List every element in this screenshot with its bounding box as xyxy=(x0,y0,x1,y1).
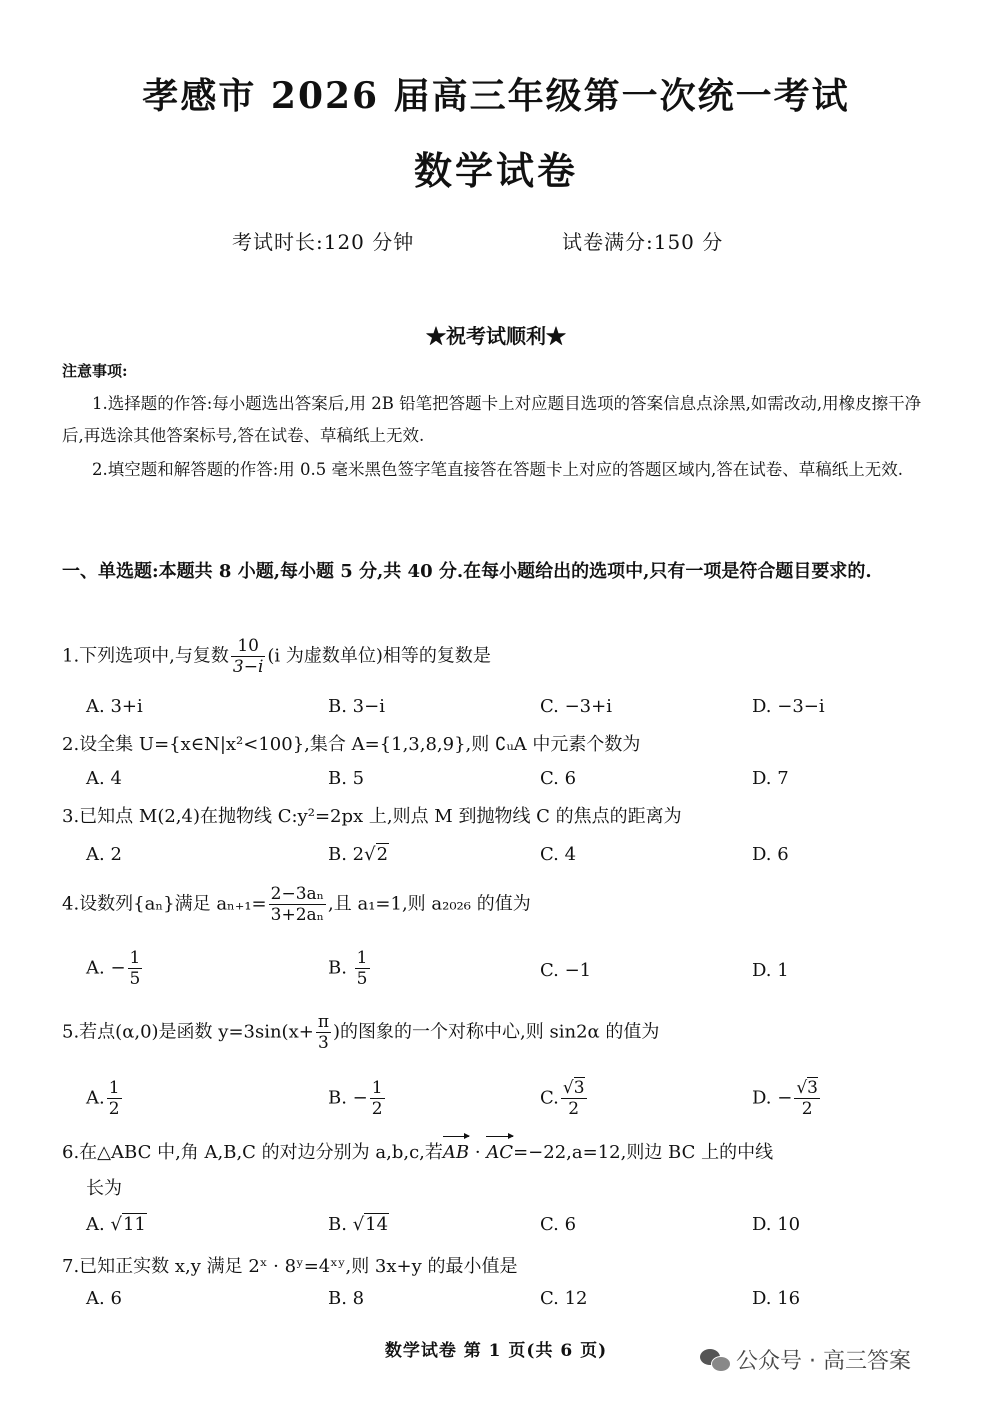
q6-dot: · xyxy=(469,1142,487,1163)
q5-option-a-num: 1 xyxy=(108,1078,120,1098)
q4-option-b xyxy=(328,948,372,989)
q6-post: =−22,a=12,则边 BC 上的中线 xyxy=(513,1142,774,1163)
question-2: 2.设全集 U={x∈N|x²<100},集合 A={1,3,8,9},则 ∁ᵤA 中元素个数为 xyxy=(62,734,641,755)
q7-option-a: A. 6 xyxy=(86,1288,122,1309)
q2-option-a: A. 4 xyxy=(86,768,122,789)
q4-option-d: D. 1 xyxy=(752,960,789,981)
q5-option-d xyxy=(752,1078,822,1119)
q6-pre: 6.在△ABC 中,角 A,B,C 的对边分别为 a,b,c,若 xyxy=(62,1142,443,1163)
question-3: 3.已知点 M(2,4)在抛物线 C:y²=2px 上,则点 M 到抛物线 C 的焦点的距离为 xyxy=(62,806,682,827)
q1-option-d: D. −3−i xyxy=(752,696,825,717)
q6-vector-ac xyxy=(486,1142,513,1163)
q2-option-c: C. 6 xyxy=(540,768,577,789)
q3-option-b-radicand: 2 xyxy=(376,844,389,865)
q4-frac-den: 3+2aₙ xyxy=(270,905,325,925)
question-6 xyxy=(62,1138,773,1164)
q5-option-a-frac xyxy=(107,1078,122,1119)
exam-duration: 考试时长:120 分钟 xyxy=(232,230,415,254)
q5-option-c-den: 2 xyxy=(561,1098,587,1119)
q5-pre: 5.若点(α,0)是函数 y=3sin(x+ xyxy=(62,1021,314,1043)
q4-option-b-frac xyxy=(355,948,370,989)
q4-option-a xyxy=(86,948,144,989)
q3-option-b-sqrt: √2 xyxy=(364,844,389,865)
wechat-icon xyxy=(700,1347,730,1373)
q5-option-d-den: 2 xyxy=(794,1098,820,1119)
q3-option-a: A. 2 xyxy=(86,844,122,865)
q6-option-a-sqrt: √11 xyxy=(110,1214,146,1235)
q6-option-b-label: B. xyxy=(328,1214,347,1235)
q5-option-a-den: 2 xyxy=(108,1099,120,1119)
q4-option-b-label: B. xyxy=(328,957,353,979)
q6-option-b-radicand: 14 xyxy=(365,1214,389,1235)
q4-post: ,且 a₁=1,则 a₂₀₂₆ 的值为 xyxy=(328,893,531,915)
q6-option-b xyxy=(328,1214,389,1235)
q5-frac-den: 3 xyxy=(316,1032,331,1053)
q6-option-a xyxy=(86,1214,147,1235)
q4-frac-num: 2−3aₙ xyxy=(270,884,325,904)
q5-option-c-label: C. xyxy=(540,1087,559,1109)
q3-option-d: D. 6 xyxy=(752,844,789,865)
q5-option-b xyxy=(328,1078,387,1119)
q7-option-b: B. 8 xyxy=(328,1288,365,1309)
section-1-heading: 一、单选题:本题共 8 小题,每小题 5 分,共 40 分.在每小题给出的选项中,只有一项是符合题目要求的. xyxy=(62,561,872,582)
subject-title: 数学试卷 xyxy=(413,148,578,193)
question-7: 7.已知正实数 x,y 满足 2ˣ · 8ʸ=4ˣʸ,则 3x+y 的最小值是 xyxy=(62,1256,518,1277)
page-footer: 数学试卷 第 1 页(共 6 页) xyxy=(384,1341,608,1361)
q1-option-c: C. −3+i xyxy=(540,696,612,717)
q5-option-c xyxy=(540,1078,589,1119)
q1-option-a: A. 3+i xyxy=(86,696,143,717)
question-4 xyxy=(62,884,531,925)
q4-option-a-num: 1 xyxy=(129,948,141,968)
q6-vector-ab xyxy=(443,1142,469,1163)
q1-frac-den: 3−i xyxy=(232,657,264,677)
q5-option-b-label: B. − xyxy=(328,1087,368,1109)
q1-option-b: B. 3−i xyxy=(328,696,385,717)
q4-option-a-den: 5 xyxy=(129,969,141,989)
q6-vector-ac-text: AC xyxy=(486,1142,514,1163)
q5-option-d-num: √3 xyxy=(796,1078,818,1098)
q5-option-d-frac xyxy=(794,1078,820,1119)
notice-item-1: 1.选择题的作答:每小题选出答案后,用 2B 铅笔把答题卡上对应题目选项的答案信息点涂黑,如需改动,用橡皮擦干净后,再选涂其他答案标号,答在试卷、草稿纸上无效. xyxy=(62,394,922,445)
q3-option-b-label: B. 2 xyxy=(328,844,365,865)
q5-option-b-den: 2 xyxy=(371,1099,383,1119)
q5-fraction xyxy=(316,1012,331,1053)
q5-option-b-frac xyxy=(370,1078,385,1119)
q5-option-a-label: A. xyxy=(86,1087,105,1109)
q6-option-d: D. 10 xyxy=(752,1214,801,1235)
q5-option-b-num: 1 xyxy=(371,1078,383,1098)
watermark xyxy=(700,1344,911,1375)
q6-option-b-sqrt: √14 xyxy=(352,1214,389,1235)
q7-option-d: D. 16 xyxy=(752,1288,801,1309)
q4-option-a-label: A. − xyxy=(86,957,126,979)
question-1 xyxy=(62,636,491,677)
q4-option-b-den: 5 xyxy=(356,969,368,989)
q5-option-a xyxy=(86,1078,124,1119)
q6-option-c: C. 6 xyxy=(540,1214,577,1235)
q4-option-c: C. −1 xyxy=(540,960,592,981)
q1-post: (i 为虚数单位)相等的复数是 xyxy=(267,645,491,667)
full-score: 试卷满分:150 分 xyxy=(562,230,724,254)
exam-title: 孝感市 2026 届高三年级第一次统一考试 xyxy=(142,75,850,117)
good-luck-banner: ★祝考试顺利★ xyxy=(426,324,566,348)
q6-vector-ab-text: AB xyxy=(442,1142,470,1163)
q1-frac-num: 10 xyxy=(237,636,259,656)
notice-item-2: 2.填空题和解答题的作答:用 0.5 毫米黑色签字笔直接答在答题卡上对应的答题区域内,答在试卷、草稿纸上无效. xyxy=(92,460,904,479)
q5-option-c-num: √3 xyxy=(562,1078,585,1098)
q2-option-d: D. 7 xyxy=(752,768,789,789)
q5-frac-num: π xyxy=(317,1012,330,1032)
q3-option-c: C. 4 xyxy=(540,844,577,865)
question-6-cont: 长为 xyxy=(86,1178,122,1199)
q2-option-b: B. 5 xyxy=(328,768,365,789)
vector-arrow-icon xyxy=(486,1136,513,1137)
q5-option-c-frac xyxy=(561,1078,587,1119)
notice-heading: 注意事项: xyxy=(62,362,128,380)
q4-fraction xyxy=(269,884,326,925)
q5-option-d-label: D. − xyxy=(752,1087,793,1109)
q4-pre: 4.设数列{aₙ}满足 aₙ₊₁= xyxy=(62,893,267,915)
q1-pre: 1.下列选项中,与复数 xyxy=(62,645,229,667)
q3-option-b xyxy=(328,844,389,865)
vector-arrow-icon xyxy=(443,1136,469,1137)
q5-post: )的图象的一个对称中心,则 sin2α 的值为 xyxy=(333,1021,660,1043)
q1-fraction xyxy=(231,636,266,677)
q5-option-c-radicand: 3 xyxy=(573,1078,585,1098)
q5-option-d-radicand: 3 xyxy=(807,1078,818,1098)
q6-option-a-radicand: 11 xyxy=(122,1214,146,1235)
watermark-text: 公众号 · 高三答案 xyxy=(736,1349,911,1374)
q4-option-a-frac xyxy=(128,948,143,989)
q4-option-b-num: 1 xyxy=(356,948,368,968)
q7-option-c: C. 12 xyxy=(540,1288,588,1309)
q6-option-a-label: A. xyxy=(86,1214,105,1235)
question-5 xyxy=(62,1012,659,1053)
